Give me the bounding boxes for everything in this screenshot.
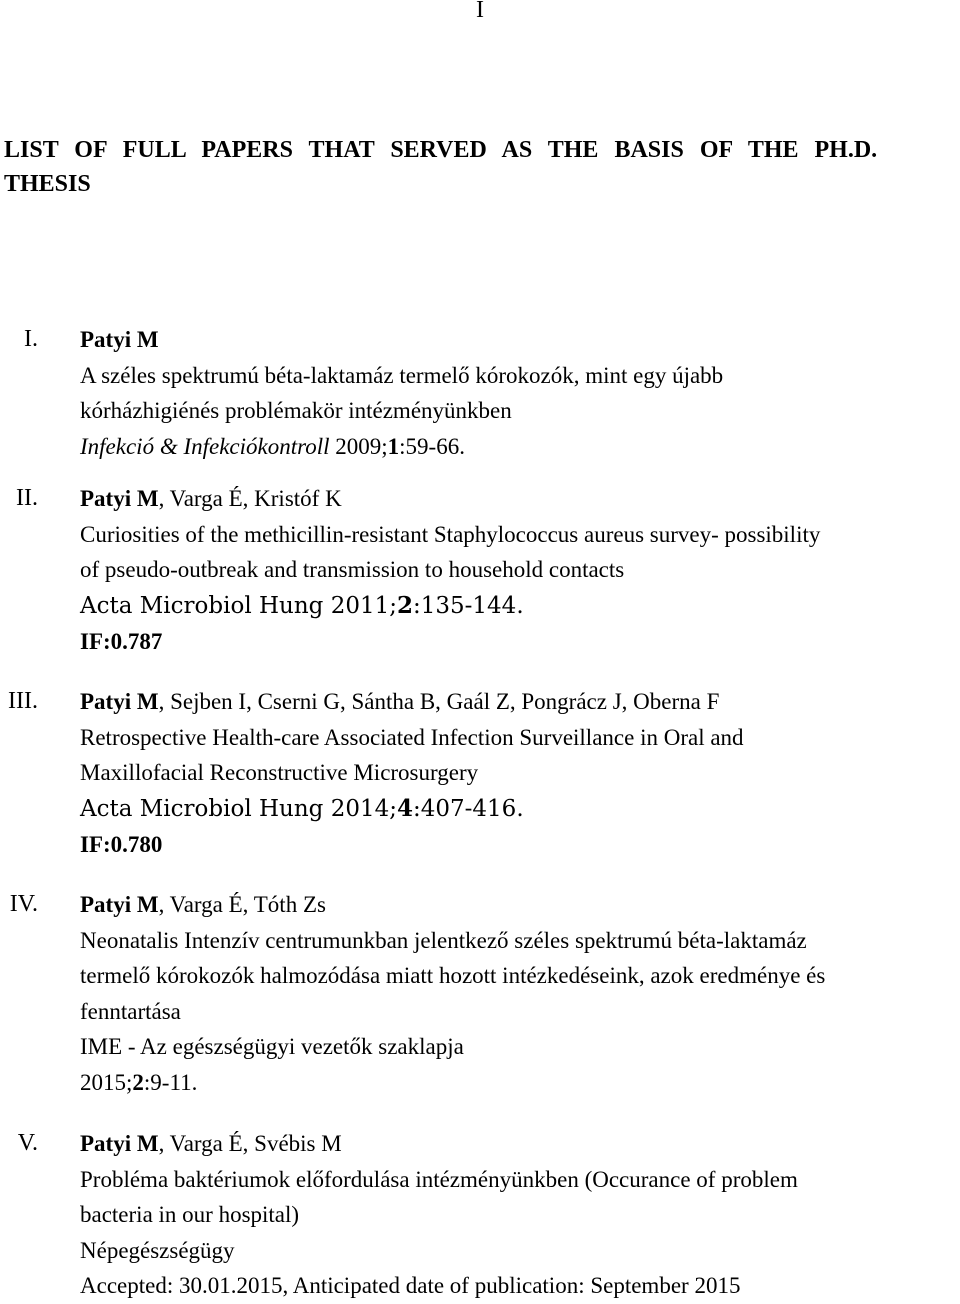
impact-factor-value: :0.780	[103, 832, 163, 857]
paper-title-line: Retrospective Health-care Associated Infection Surveillance in Oral and	[80, 724, 744, 750]
impact-factor-label: IF	[80, 832, 103, 857]
citation-pages: :407-416.	[413, 795, 524, 822]
citation-pages: :9-11.	[143, 1069, 198, 1095]
paper-citation	[80, 429, 960, 465]
paper-title-line: bacteria in our hospital)	[80, 1202, 300, 1227]
author-rest: , Sejben I, Cserni G, Sántha B, Gaál Z, Pongrácz J, Oberna F	[158, 689, 720, 714]
journal-name: IME - Az egészségügyi vezetők szaklapja	[80, 1034, 464, 1059]
paper-title-line: Neonatalis Intenzív centrumunkban jelentkező széles spektrumú béta-laktamáz	[80, 927, 807, 953]
publication-status: Accepted: 30.01.2015, Anticipated date of publication: September 2015	[80, 1273, 741, 1298]
page-number: I	[476, 0, 484, 23]
author-rest: , Varga É, Tóth Zs	[158, 892, 326, 917]
author-highlight: Patyi M	[80, 689, 159, 714]
author-rest: , Varga É, Svébis M	[158, 1131, 342, 1156]
paper-authors	[80, 322, 960, 358]
paper-body	[80, 684, 960, 863]
impact-factor	[80, 624, 960, 660]
citation-year: 2014;	[323, 795, 397, 822]
author-rest: , Varga É, Kristóf K	[158, 486, 342, 511]
citation-year: 2011;	[323, 592, 397, 619]
citation-pages: :135-144.	[413, 592, 524, 619]
paper-title-line: of pseudo-outbreak and transmission to household contacts	[80, 557, 625, 582]
paper-title-line: termelő kórokozók halmozódása miatt hozott intézkedéseink, azok eredménye és	[80, 963, 826, 988]
paper-numeral: IV.	[9, 891, 38, 917]
paper-title-line: Probléma baktériumok előfordulása intézményünkben (Occurance of problem	[80, 1166, 798, 1192]
journal-name: Acta Microbiol Hung	[80, 795, 324, 822]
paper-body	[80, 887, 960, 1100]
paper-citation	[80, 1065, 960, 1101]
author-highlight: Patyi M	[80, 892, 159, 917]
section-title-line-1: LIST OF FULL PAPERS THAT SERVED AS THE BASIS OF THE PH.D.	[4, 137, 878, 163]
paper-authors	[80, 481, 960, 517]
impact-factor-label: IF	[80, 629, 103, 654]
impact-factor	[80, 827, 960, 863]
citation-year: 2009;	[329, 433, 388, 459]
author-highlight: Patyi M	[80, 327, 159, 352]
paper-title-line: kórházhigiénés problémakör intézményünkben	[80, 398, 512, 423]
citation-year: 2015;	[80, 1069, 133, 1095]
section-title-line-2: THESIS	[4, 171, 91, 197]
paper-numeral: I.	[24, 326, 38, 352]
citation-volume: 4	[396, 794, 413, 822]
paper-title-line: fenntartása	[80, 998, 181, 1024]
citation-volume: 1	[387, 433, 400, 459]
journal-name: Acta Microbiol Hung	[80, 592, 324, 619]
citation-volume: 2	[396, 591, 413, 619]
paper-authors	[80, 887, 960, 923]
section-title	[4, 133, 960, 201]
citation-pages: :59-66.	[399, 433, 465, 459]
citation-volume: 2	[132, 1069, 144, 1095]
paper-numeral: III.	[8, 688, 38, 714]
journal-name: Népegészségügy	[80, 1237, 235, 1263]
paper-body	[80, 1126, 960, 1304]
paper-authors	[80, 684, 960, 720]
paper-authors	[80, 1126, 960, 1162]
journal-name: Infekció & Infekciókontroll	[80, 433, 330, 459]
author-highlight: Patyi M	[80, 486, 159, 511]
paper-citation	[80, 588, 960, 625]
paper-title-line: Curiosities of the methicillin-resistant Staphylococcus aureus survey- possibility	[80, 521, 821, 547]
paper-title-line: Maxillofacial Reconstructive Microsurgery	[80, 760, 479, 785]
author-highlight: Patyi M	[80, 1131, 159, 1156]
paper-numeral: V.	[17, 1130, 38, 1156]
paper-numeral: II.	[16, 485, 38, 511]
impact-factor-value: :0.787	[103, 629, 163, 654]
paper-citation	[80, 791, 960, 828]
paper-body	[80, 322, 960, 464]
paper-title-line: A széles spektrumú béta-laktamáz termelő kórokozók, mint egy újabb	[80, 362, 724, 388]
paper-body	[80, 481, 960, 660]
